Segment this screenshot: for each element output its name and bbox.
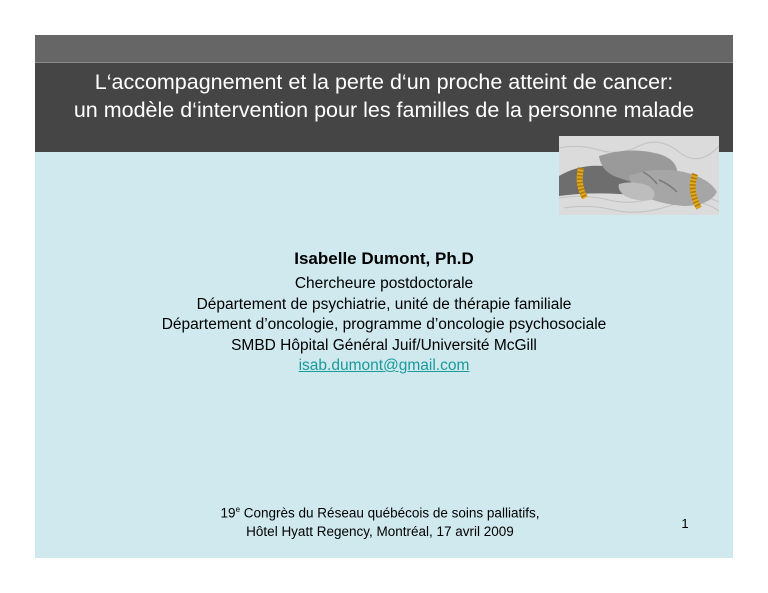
footer-line-2: Hôtel Hyatt Regency, Montréal, 17 avril 2009 bbox=[246, 524, 514, 539]
footer-conference: Congrès du Réseau québécois de soins palliatifs, bbox=[240, 505, 540, 521]
email-link[interactable]: isab.dumont@gmail.com bbox=[298, 357, 470, 374]
author-info bbox=[35, 274, 733, 377]
conference-footer bbox=[185, 501, 575, 542]
page-number: 1 bbox=[681, 516, 689, 531]
holding-hands-photo bbox=[559, 136, 719, 215]
department-oncology: Département d’oncologie, programme d’oncologie psychosociale bbox=[161, 316, 607, 333]
footer-number: 19 bbox=[220, 505, 236, 521]
department-psychiatry: Département de psychiatrie, unité de thérapie familiale bbox=[196, 295, 572, 313]
title-line-1: L‘accompagnement et la perte d‘un proche atteint de cancer: bbox=[94, 70, 674, 94]
institution: SMBD Hôpital Général Juif/Université McGill bbox=[231, 336, 537, 354]
top-band bbox=[35, 35, 733, 63]
title-line-2: un modèle d‘intervention pour les familles de la personne malade bbox=[73, 98, 695, 122]
slide-title bbox=[35, 68, 733, 124]
footer-ordinal: e bbox=[235, 505, 241, 514]
author-role: Chercheure postdoctorale bbox=[294, 275, 474, 292]
holding-hands-image bbox=[559, 136, 719, 215]
footer-line-1 bbox=[185, 501, 575, 523]
slide bbox=[35, 35, 733, 558]
author-name: Isabelle Dumont, Ph.D bbox=[294, 249, 474, 268]
